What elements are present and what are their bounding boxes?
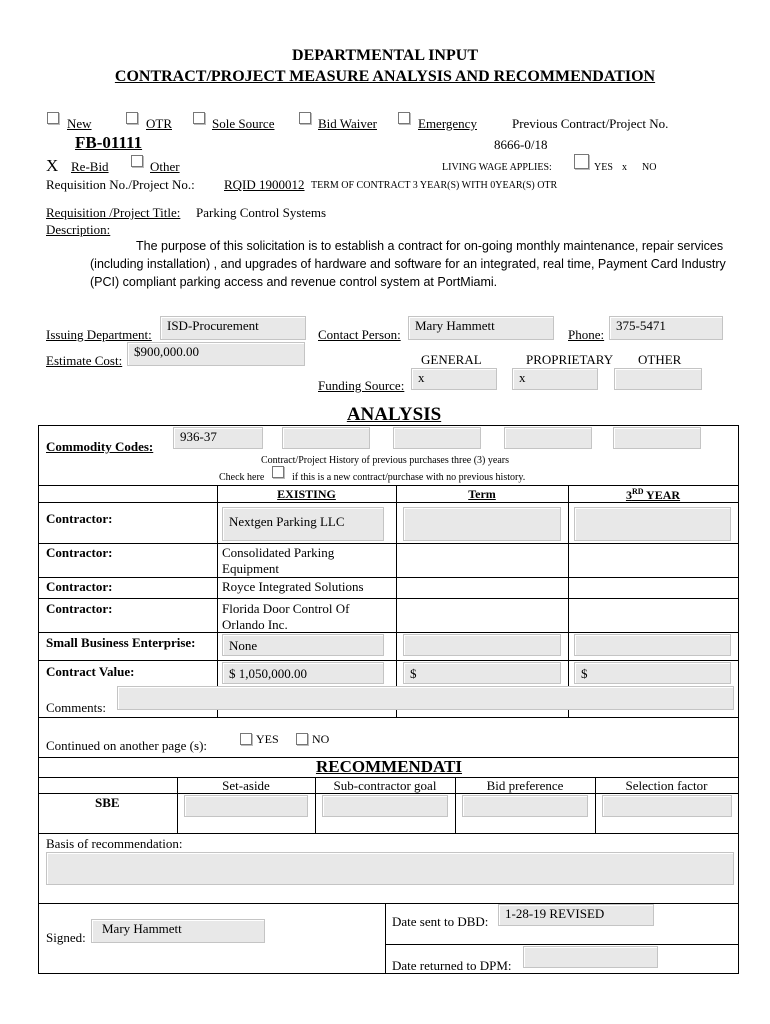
funding-general-field[interactable]: x xyxy=(411,368,497,390)
commodity-code-4-field[interactable] xyxy=(504,427,592,449)
phone-label: Phone: xyxy=(568,327,605,342)
selection-factor-field[interactable] xyxy=(602,795,732,817)
otr-label: OTR xyxy=(146,116,172,131)
sub-contractor-goal-header: Sub-contractor goal xyxy=(333,778,437,793)
sole-source-checkbox[interactable] xyxy=(193,112,205,124)
sbe-term-field[interactable] xyxy=(403,634,561,656)
column-existing: EXISTING xyxy=(277,487,336,501)
living-wage-yes: YES xyxy=(594,162,613,173)
history-note: Contract/Project History of previous purchases three (3) years xyxy=(261,455,509,466)
rebid-mark: X xyxy=(46,156,59,175)
previous-contract-label: Previous Contract/Project No. xyxy=(512,116,669,131)
commodity-codes-label: Commodity Codes: xyxy=(46,439,154,454)
continued-yes-label: YES xyxy=(256,732,279,746)
contractor-label-1: Contractor: xyxy=(46,511,113,526)
commodity-code-3-field[interactable] xyxy=(393,427,481,449)
contractor-3: Royce Integrated Solutions xyxy=(222,579,364,594)
continued-no-checkbox[interactable] xyxy=(296,733,308,745)
contract-value-existing-field[interactable]: $ 1,050,000.00 xyxy=(222,662,384,684)
sbe-field[interactable]: None xyxy=(222,634,384,656)
sbe-third-field[interactable] xyxy=(574,634,731,656)
requisition-value: RQID 1900012 xyxy=(224,177,305,192)
bid-waiver-checkbox[interactable] xyxy=(299,112,311,124)
commodity-code-5-field[interactable] xyxy=(613,427,701,449)
signed-field[interactable]: Mary Hammett xyxy=(91,919,265,943)
basis-label: Basis of recommendation: xyxy=(46,836,183,851)
description-line-3: (PCI) compliant parking access and revenue control system at PortMiami. xyxy=(90,275,498,289)
form-title: DEPARTMENTAL INPUT xyxy=(292,47,478,64)
date-sent-field[interactable]: 1-28-19 REVISED xyxy=(498,904,654,926)
contractor-1-term-field[interactable] xyxy=(403,507,561,541)
living-wage-mark: x xyxy=(622,162,627,173)
funding-other-field[interactable] xyxy=(614,368,702,390)
estimate-cost-label: Estimate Cost: xyxy=(46,353,123,368)
analysis-heading: ANALYSIS xyxy=(346,404,442,425)
sbe-row-label: SBE xyxy=(95,795,120,810)
contract-term: TERM OF CONTRACT 3 YEAR(S) WITH 0YEAR(S) OTR xyxy=(311,180,558,191)
contractor-2-line-2: Equipment xyxy=(222,561,280,576)
selection-factor-header: Selection factor xyxy=(625,778,708,793)
description-line-1: The purpose of this solicitation is to establish a contract for on-going monthly maintenance, repair services xyxy=(136,239,724,253)
basis-field[interactable] xyxy=(46,852,734,885)
sole-source-label: Sole Source xyxy=(212,116,275,131)
check-here-label: Check here xyxy=(219,472,265,483)
phone-field[interactable]: 375-5471 xyxy=(609,316,723,340)
funding-source-label: Funding Source: xyxy=(318,378,405,393)
continued-yes-checkbox[interactable] xyxy=(240,733,252,745)
bid-waiver-label: Bid Waiver xyxy=(318,116,378,131)
funding-other-label: OTHER xyxy=(638,352,682,367)
rebid-label: Re-Bid xyxy=(71,159,109,174)
new-checkbox[interactable] xyxy=(47,112,59,124)
contact-person-label: Contact Person: xyxy=(318,327,401,342)
living-wage-no: NO xyxy=(642,162,657,173)
date-returned-field[interactable] xyxy=(523,946,658,968)
bid-preference-field[interactable] xyxy=(462,795,588,817)
issuing-department-field[interactable]: ISD-Procurement xyxy=(160,316,306,340)
funding-general-label: GENERAL xyxy=(421,352,482,367)
contractor-1-existing-field[interactable]: Nextgen Parking LLC xyxy=(222,507,384,541)
signed-label: Signed: xyxy=(46,930,86,945)
contract-value-label: Contract Value: xyxy=(46,664,135,679)
contractor-label-3: Contractor: xyxy=(46,579,113,594)
living-wage-yes-checkbox[interactable] xyxy=(574,154,589,169)
other-label: Other xyxy=(150,159,180,174)
emergency-checkbox[interactable] xyxy=(398,112,410,124)
estimate-cost-field[interactable]: $900,000.00 xyxy=(127,342,305,366)
comments-label: Comments: xyxy=(46,700,106,715)
project-title-label: Requisition /Project Title: xyxy=(46,205,181,220)
date-sent-label: Date sent to DBD: xyxy=(392,914,489,929)
description-line-2: (including installation) , and upgrades of hardware and software for an integrated, real time, Payment Card Industry xyxy=(90,257,726,271)
commodity-code-1-field[interactable]: 936-37 xyxy=(173,427,263,449)
issuing-department-label: Issuing Department: xyxy=(46,327,152,342)
contact-person-field[interactable]: Mary Hammett xyxy=(408,316,554,340)
requisition-label: Requisition No./Project No.: xyxy=(46,177,195,192)
no-history-checkbox[interactable] xyxy=(272,466,284,478)
living-wage-label: LIVING WAGE APPLIES: xyxy=(442,162,552,173)
funding-proprietary-label: PROPRIETARY xyxy=(526,352,614,367)
column-third-year: 3RD YEAR xyxy=(625,487,681,502)
contract-value-term-field[interactable]: $ xyxy=(403,662,561,684)
contractor-label-2: Contractor: xyxy=(46,545,113,560)
commodity-code-2-field[interactable] xyxy=(282,427,370,449)
new-label: New xyxy=(67,116,92,131)
no-history-note: if this is a new contract/purchase with no previous history. xyxy=(292,472,526,483)
description-label: Description: xyxy=(46,222,111,237)
previous-contract-value: 8666-0/18 xyxy=(494,137,548,152)
form-subtitle: CONTRACT/PROJECT MEASURE ANALYSIS AND RECOMMENDATION xyxy=(114,68,656,85)
set-aside-header: Set-aside xyxy=(222,778,270,793)
recommendation-heading: RECOMMENDATI xyxy=(315,757,463,776)
continued-label: Continued on another page (s): xyxy=(46,738,208,753)
contractor-4-line-2: Orlando Inc. xyxy=(222,617,288,632)
sbe-label: Small Business Enterprise: xyxy=(46,635,196,650)
contractor-2-line-1: Consolidated Parking xyxy=(222,545,335,560)
comments-field[interactable] xyxy=(117,686,734,710)
contractor-1-third-field[interactable] xyxy=(574,507,731,541)
bid-preference-header: Bid preference xyxy=(486,778,564,793)
sub-contractor-goal-field[interactable] xyxy=(322,795,448,817)
funding-proprietary-field[interactable]: x xyxy=(512,368,598,390)
set-aside-field[interactable] xyxy=(184,795,308,817)
other-checkbox[interactable] xyxy=(131,155,143,167)
otr-checkbox[interactable] xyxy=(126,112,138,124)
project-number: FB-01111 xyxy=(75,133,143,152)
emergency-label: Emergency xyxy=(418,116,477,131)
date-returned-label: Date returned to DPM: xyxy=(392,958,512,973)
continued-no-label: NO xyxy=(312,732,330,746)
column-term: Term xyxy=(468,487,496,501)
contractor-4-line-1: Florida Door Control Of xyxy=(222,601,350,616)
project-title-value: Parking Control Systems xyxy=(196,205,327,220)
contract-value-third-field[interactable]: $ xyxy=(574,662,731,684)
contractor-label-4: Contractor: xyxy=(46,601,113,616)
